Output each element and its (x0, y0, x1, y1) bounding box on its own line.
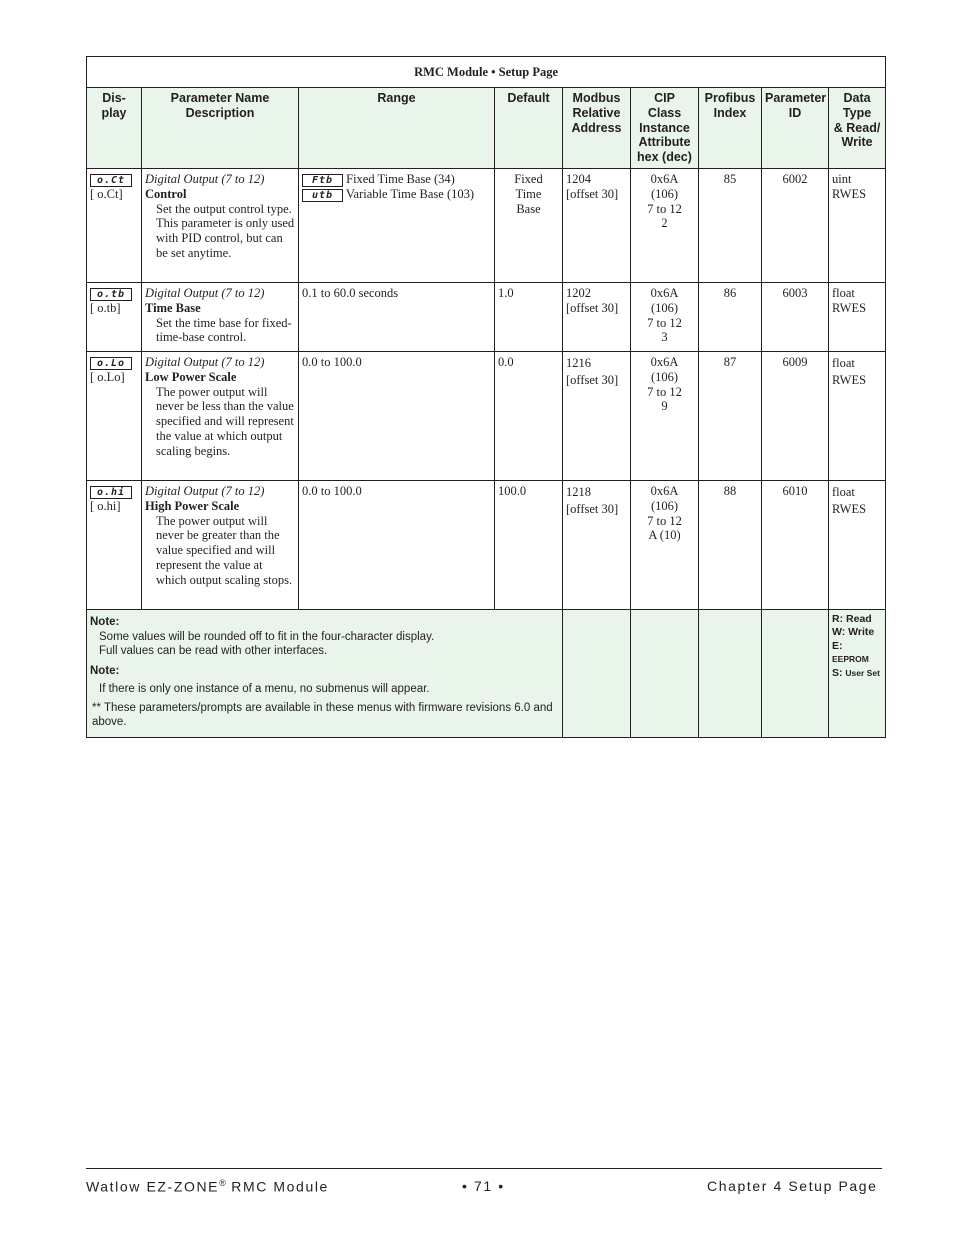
lcd-display-icon: o.tb (90, 288, 132, 301)
data-type-cell: float RWES (829, 480, 886, 609)
parameter-cell (142, 168, 299, 282)
legend-cell (829, 609, 886, 737)
table-row (87, 351, 886, 480)
table-header-row (87, 88, 886, 169)
legend-eeprom: E: EEPROM (832, 639, 869, 665)
display-text: [ o.hi] (90, 498, 121, 513)
range-option: Fixed Time Base (34) (346, 171, 455, 186)
default-cell: 0.0 (495, 351, 563, 480)
display-cell (87, 480, 142, 609)
parameter-description: Set the output control type. This parameter is only used with PID control, but can be set anytime. (156, 201, 295, 260)
header-default: Default (495, 88, 563, 169)
legend-write: W: Write (832, 626, 875, 639)
parameter-name: Low Power Scale (145, 369, 237, 384)
profibus-cell: 88 (699, 480, 762, 609)
parameter-id-cell: 6009 (762, 351, 829, 480)
modbus-cell: 1216 [offset 30] (563, 351, 631, 480)
footer-right: Chapter 4 Setup Page (707, 1178, 878, 1194)
display-cell (87, 168, 142, 282)
lcd-display-icon: o.Ct (90, 174, 132, 187)
table-row (87, 480, 886, 609)
lcd-range-icon: utb (302, 189, 343, 202)
default-cell: 100.0 (495, 480, 563, 609)
default-cell: Fixed Time Base (495, 168, 563, 282)
notes-empty-cell (699, 609, 762, 737)
display-cell (87, 351, 142, 480)
parameter-group: Digital Output (7 to 12) (145, 171, 265, 186)
display-cell (87, 282, 142, 351)
note-title: Note: (90, 615, 120, 628)
note-body: Some values will be rounded off to fit in the four-character display. Full values can be read with other interfaces. (99, 630, 435, 657)
note-title: Note: (90, 664, 120, 677)
modbus-cell: 1218 [offset 30] (563, 480, 631, 609)
footer-divider (86, 1168, 882, 1169)
table-row (87, 168, 886, 282)
table-row (87, 282, 886, 351)
header-parameter-id: Parameter ID (762, 88, 829, 169)
data-type-cell: uint RWES (829, 168, 886, 282)
parameter-group: Digital Output (7 to 12) (145, 285, 265, 300)
lcd-range-icon: Ftb (302, 174, 343, 187)
cip-cell: 0x6A (106) 7 to 12 2 (631, 168, 699, 282)
profibus-cell: 87 (699, 351, 762, 480)
notes-empty-cell (563, 609, 631, 737)
parameter-description: Set the time base for fixed-time-base control. (156, 315, 292, 345)
parameter-group: Digital Output (7 to 12) (145, 483, 265, 498)
legend-user-set: S: User Set (832, 666, 880, 679)
lcd-display-icon: o.hi (90, 486, 132, 499)
range-cell: 0.0 to 100.0 (299, 351, 495, 480)
data-type-cell: float RWES (829, 282, 886, 351)
parameter-group: Digital Output (7 to 12) (145, 354, 265, 369)
range-cell: 0.1 to 60.0 seconds (299, 282, 495, 351)
header-range: Range (299, 88, 495, 169)
notes-empty-cell (762, 609, 829, 737)
header-display: Dis- play (87, 88, 142, 169)
notes-cell (87, 609, 563, 737)
header-parameter-name: Parameter Name Description (142, 88, 299, 169)
parameter-name: Time Base (145, 300, 201, 315)
firmware-note: ** These parameters/prompts are available in these menus with firmware revisions 6.0 and above. (92, 701, 553, 728)
table-title: RMC Module • Setup Page (87, 57, 886, 88)
default-cell: 1.0 (495, 282, 563, 351)
modbus-cell: 1204 [offset 30] (563, 168, 631, 282)
parameter-description: The power output will never be less than the value specified and will represent the value at which output scaling begins. (156, 384, 294, 458)
data-type-cell: float RWES (829, 351, 886, 480)
parameter-cell (142, 351, 299, 480)
cip-cell: 0x6A (106) 7 to 12 9 (631, 351, 699, 480)
legend-read: R: Read (832, 612, 872, 625)
cip-cell: 0x6A (106) 7 to 12 A (10) (631, 480, 699, 609)
range-option: Variable Time Base (103) (345, 186, 475, 201)
range-cell (299, 168, 495, 282)
profibus-cell: 85 (699, 168, 762, 282)
notes-empty-cell (631, 609, 699, 737)
display-text: [ o.Ct] (90, 186, 123, 201)
range-cell: 0.0 to 100.0 (299, 480, 495, 609)
parameter-description: The power output will never be greater than the value specified and will represent the value at which output scaling stops. (156, 513, 293, 587)
header-data-type: Data Type & Read/ Write (829, 88, 886, 169)
parameter-name: Control (145, 186, 187, 201)
modbus-cell: 1202 [offset 30] (563, 282, 631, 351)
profibus-cell: 86 (699, 282, 762, 351)
parameter-cell (142, 282, 299, 351)
setup-page-table (86, 56, 886, 738)
parameter-cell (142, 480, 299, 609)
header-profibus: Profibus Index (699, 88, 762, 169)
display-text: [ o.tb] (90, 300, 121, 315)
footer-left: Watlow EZ-ZONE® RMC Module (86, 1178, 329, 1195)
lcd-display-icon: o.Lo (90, 357, 132, 370)
parameter-id-cell: 6010 (762, 480, 829, 609)
display-text: [ o.Lo] (90, 369, 125, 384)
header-cip: CIP Class Instance Attribute hex (dec) (631, 88, 699, 169)
parameter-id-cell: 6002 (762, 168, 829, 282)
notes-row (87, 609, 886, 737)
cip-cell: 0x6A (106) 7 to 12 3 (631, 282, 699, 351)
parameter-id-cell: 6003 (762, 282, 829, 351)
footer-page-number: • 71 • (462, 1178, 505, 1194)
header-modbus: Modbus Relative Address (563, 88, 631, 169)
parameter-name: High Power Scale (145, 498, 240, 513)
note-body: If there is only one instance of a menu, no submenus will appear. (99, 682, 430, 695)
